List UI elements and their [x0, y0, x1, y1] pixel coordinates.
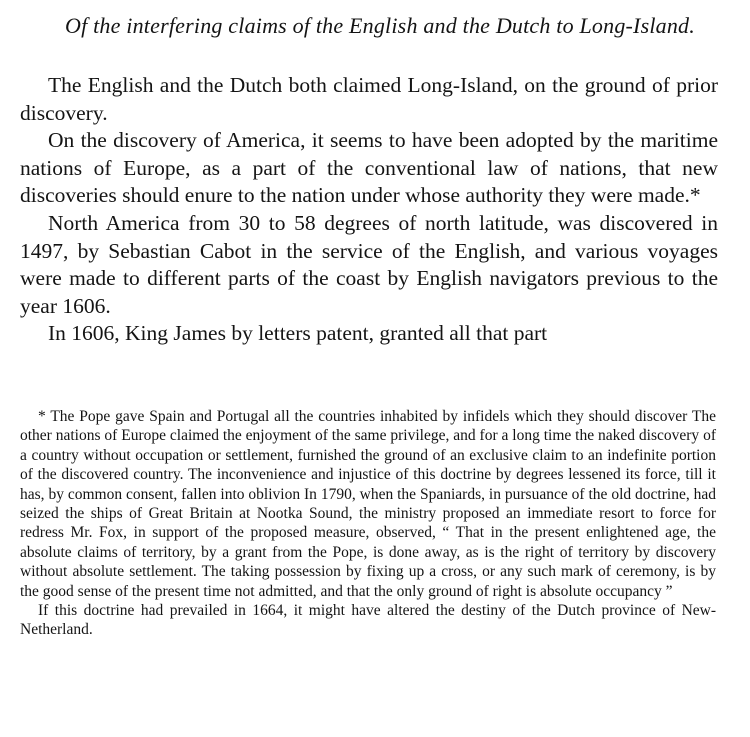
body-paragraph: On the discovery of America, it seems to have been adopted by the maritime nations of Europe, as a part of the conventional law of nations, that new discoveries should enure to the nation under whose authority they were made.* — [20, 128, 718, 208]
footnote-block — [20, 407, 716, 640]
footnote-paragraph: If this doctrine had prevailed in 1664, it might have altered the destiny of the Dutch province of New-Netherland. — [20, 602, 716, 639]
main-text — [20, 72, 718, 348]
chapter-heading: Of the interfering claims of the English and the Dutch to Long-Island. — [65, 13, 695, 38]
body-paragraph: In 1606, King James by letters patent, granted all that part — [48, 321, 548, 346]
body-paragraph: North America from 30 to 58 degrees of north latitude, was discovered in 1497, by Sebastian Cabot in the service of the English, and various voyages were made to different parts of the coast by English navigators previous to the year 1606. — [20, 210, 718, 318]
footnote-paragraph: * The Pope gave Spain and Portugal all the countries inhabited by infidels which they should discover The other nations of Europe claimed the enjoyment of the same privilege, and for a long time the naked discovery of a country without occupation or settlement, furnished the ground of an exclusive claim to an indefinite portion of the discovered country. The inconvenience and injustice of this doctrine by degrees lessened its force, till it has, by common consent, fallen into oblivion In 1790, when the Spaniards, in pursuance of the old doctrine, had seized the ships of Great Britain at Nootka Sound, the ministry proposed an immediate resort to force for redress Mr. Fox, in support of the proposed measure, observed, “ That in the present enlightened age, the absolute claims of territory, by a grant from the Pope, is done away, as is the right of territory by discovery without absolute settlement. The taking possession by fixing up a cross, or any such mark of ceremony, is by the good sense of the present time not admitted, and that the only ground of right is absolute occupancy ” — [20, 408, 716, 600]
body-paragraph: The English and the Dutch both claimed Long-Island, on the ground of prior discovery. — [20, 73, 718, 125]
